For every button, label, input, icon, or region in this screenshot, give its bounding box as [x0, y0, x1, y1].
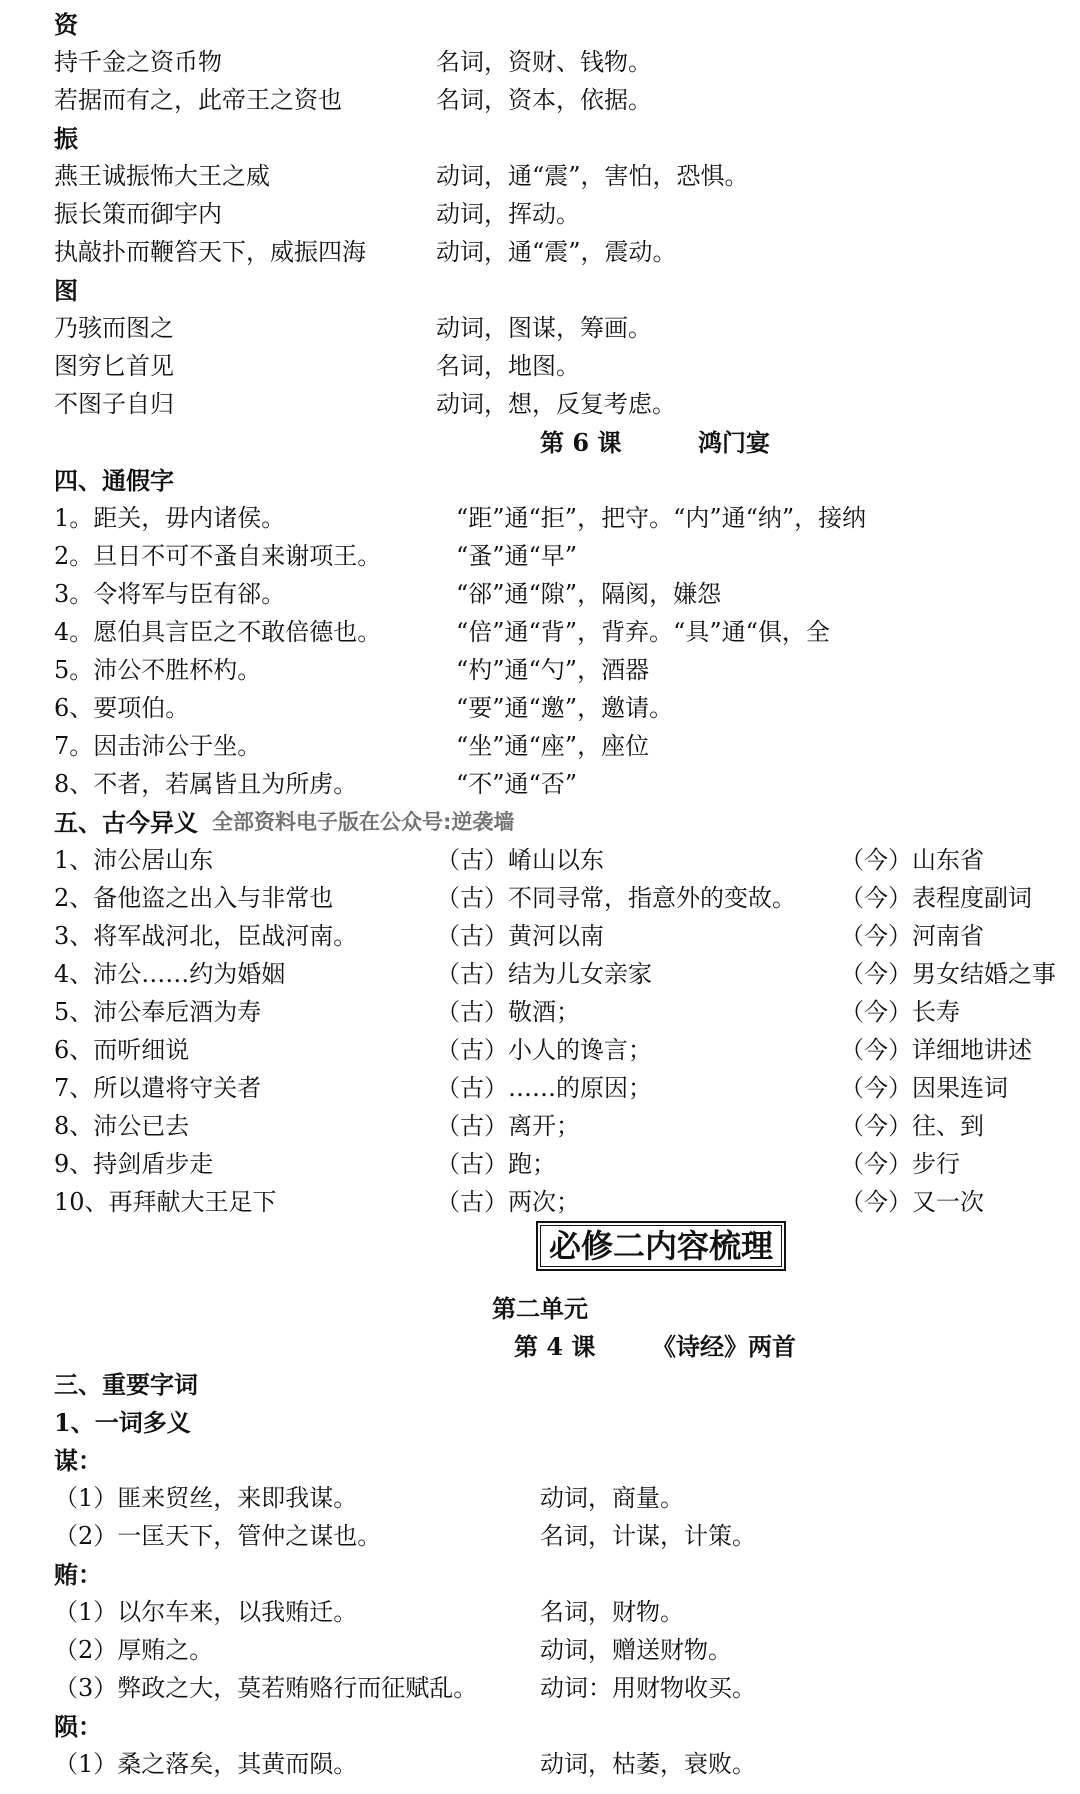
entry-row [0, 82, 1080, 119]
modern-meaning: （今）表程度副词 [840, 884, 1032, 912]
word-meaning: 名词，财物。 [540, 1598, 684, 1626]
gujin-row [0, 1184, 1080, 1221]
modern-meaning: （今）因果连词 [840, 1074, 1008, 1102]
word-meaning: 动词，挥动。 [436, 200, 580, 228]
heading-yun: 陨： [54, 1712, 102, 1741]
example-sentence: 3。令将军与臣有郤。 [54, 580, 286, 608]
tongjia-note: “杓”通“勺”，酒器 [456, 656, 650, 684]
lesson-name: 《诗经》两首 [652, 1332, 796, 1361]
tongjia-note: “郤”通“隙”，隔阂，嫌怨 [456, 580, 722, 608]
ancient-meaning: （古）离开； [436, 1112, 580, 1140]
modern-meaning: （今）长寿 [840, 998, 960, 1026]
gujin-row [0, 842, 1080, 879]
example-sentence: 3、将军战河北，臣战河南。 [54, 922, 358, 950]
lesson-number: 第 6 课 [540, 428, 622, 457]
example-sentence: 振长策而御宇内 [54, 200, 222, 228]
tongjia-row [0, 576, 1080, 613]
entry-row [0, 348, 1080, 385]
example-sentence: 不图子自归 [54, 390, 174, 418]
entry-row [0, 44, 1080, 81]
ancient-meaning: （古）……的原因； [436, 1074, 652, 1102]
word-meaning: 动词，想，反复考虑。 [436, 390, 676, 418]
heading-tu: 图 [54, 276, 78, 305]
tongjia-note: “距”通“拒”，把守。“内”通“纳”，接纳 [456, 504, 867, 532]
ancient-meaning: （古）小人的谗言； [436, 1036, 652, 1064]
example-sentence: 燕王诚振怖大王之威 [54, 162, 270, 190]
gujin-row [0, 1032, 1080, 1069]
tongjia-row [0, 614, 1080, 651]
entry-row [0, 386, 1080, 423]
tongjia-row [0, 766, 1080, 803]
lesson-name: 鸿门宴 [698, 428, 770, 457]
word-meaning: 动词，赠送财物。 [540, 1636, 732, 1664]
example-sentence: （2）一匡天下，管仲之谋也。 [54, 1522, 382, 1550]
example-sentence: 2、备他盗之出入与非常也 [54, 884, 334, 912]
tongjia-note: “坐”通“座”，座位 [456, 732, 650, 760]
gujin-row [0, 880, 1080, 917]
example-sentence: 8、不者，若属皆且为所虏。 [54, 770, 358, 798]
example-sentence: （2）厚贿之。 [54, 1636, 214, 1664]
tongjia-note: “要”通“邀”，邀请。 [456, 694, 674, 722]
section-heading-zhongyao: 三、重要字词 [54, 1370, 198, 1399]
gujin-row [0, 918, 1080, 955]
word-meaning: 动词，通“震”，震动。 [436, 238, 677, 266]
lesson-number: 第 4 课 [514, 1332, 596, 1361]
example-sentence: 5、沛公奉卮酒为寿 [54, 998, 262, 1026]
modern-meaning: （今）山东省 [840, 846, 984, 874]
example-sentence: （3）弊政之大，莫若贿赂行而征赋乱。 [54, 1674, 478, 1702]
entry-row [0, 1632, 1080, 1669]
example-sentence: 乃骇而图之 [54, 314, 174, 342]
ancient-meaning: （古）崤山以东 [436, 846, 604, 874]
gujin-row [0, 1146, 1080, 1183]
entry-row [0, 310, 1080, 347]
gujin-row [0, 994, 1080, 1031]
gujin-row [0, 1070, 1080, 1107]
entry-row [0, 196, 1080, 233]
entry-row [0, 1480, 1080, 1517]
word-meaning: 动词，商量。 [540, 1484, 684, 1512]
example-sentence: 7。因击沛公于坐。 [54, 732, 262, 760]
example-sentence: 若据而有之，此帝王之资也 [54, 86, 342, 114]
subsection-heading: 1、一词多义 [54, 1408, 191, 1437]
entry-row [0, 1670, 1080, 1707]
example-sentence: 图穷匕首见 [54, 352, 174, 380]
tongjia-note: “不”通“否” [456, 770, 578, 798]
lesson-6-title [0, 424, 1080, 461]
word-meaning: 动词，图谋，筹画。 [436, 314, 652, 342]
entry-row [0, 234, 1080, 271]
example-sentence: 6、而听细说 [54, 1036, 190, 1064]
example-sentence: 10、再拜献大王足下 [54, 1188, 277, 1216]
entry-row [0, 1518, 1080, 1555]
lesson-4-title [0, 1328, 1080, 1365]
entry-row [0, 158, 1080, 195]
ancient-meaning: （古）不同寻常，指意外的变故。 [436, 884, 796, 912]
word-meaning: 动词，通“震”，害怕，恐惧。 [436, 162, 749, 190]
unit-title: 第二单元 [492, 1294, 588, 1323]
section-heading-tongjia: 四、通假字 [54, 466, 174, 495]
tongjia-row [0, 500, 1080, 537]
heading-zi: 资 [54, 10, 78, 39]
example-sentence: 2。旦日不可不蚤自来谢项王。 [54, 542, 382, 570]
word-meaning: 名词，资财、钱物。 [436, 48, 652, 76]
ancient-meaning: （古）结为儿女亲家 [436, 960, 652, 988]
boxed-section-title: 必修二内容梳理 [536, 1221, 786, 1271]
tongjia-row [0, 690, 1080, 727]
word-meaning: 动词：用财物收买。 [540, 1674, 756, 1702]
gujin-row [0, 1108, 1080, 1145]
gujin-row [0, 956, 1080, 993]
tongjia-note: “蚤”通“早” [456, 542, 578, 570]
watermark-text: 全部资料电子版在公众号:逆袭墙 [212, 810, 515, 834]
modern-meaning: （今）往、到 [840, 1112, 984, 1140]
example-sentence: 1。距关，毋内诸侯。 [54, 504, 286, 532]
modern-meaning: （今）河南省 [840, 922, 984, 950]
example-sentence: 9、持剑盾步走 [54, 1150, 214, 1178]
entry-row [0, 1594, 1080, 1631]
tongjia-note: “倍”通“背”，背弃。“具”通“俱，全 [456, 618, 830, 646]
ancient-meaning: （古）敬酒； [436, 998, 580, 1026]
tongjia-row [0, 538, 1080, 575]
example-sentence: 5。沛公不胜杯杓。 [54, 656, 262, 684]
word-meaning: 名词，地图。 [436, 352, 580, 380]
example-sentence: （1）桑之落矣，其黄而陨。 [54, 1750, 358, 1778]
modern-meaning: （今）又一次 [840, 1188, 984, 1216]
ancient-meaning: （古）跑； [436, 1150, 556, 1178]
heading-hui: 贿： [54, 1560, 102, 1589]
heading-mou: 谋： [54, 1446, 102, 1475]
example-sentence: （1）匪来贸丝，来即我谋。 [54, 1484, 358, 1512]
example-sentence: 持千金之资币物 [54, 48, 222, 76]
ancient-meaning: （古）两次； [436, 1188, 580, 1216]
ancient-meaning: （古）黄河以南 [436, 922, 604, 950]
example-sentence: 4、沛公……约为婚姻 [54, 960, 286, 988]
entry-row [0, 1746, 1080, 1783]
modern-meaning: （今）男女结婚之事 [840, 960, 1056, 988]
word-meaning: 名词，计谋，计策。 [540, 1522, 756, 1550]
tongjia-row [0, 728, 1080, 765]
section-heading-gujin: 五、古今异义 全部资料电子版在公众号:逆袭墙 [0, 804, 1080, 841]
heading-zhen: 振 [54, 124, 78, 153]
example-sentence: 4。愿伯具言臣之不敢倍德也。 [54, 618, 382, 646]
example-sentence: 6、要项伯。 [54, 694, 190, 722]
example-sentence: 7、所以遣将守关者 [54, 1074, 262, 1102]
example-sentence: 1、沛公居山东 [54, 846, 214, 874]
word-meaning: 名词，资本，依据。 [436, 86, 652, 114]
tongjia-row [0, 652, 1080, 689]
example-sentence: （1）以尔车来，以我贿迁。 [54, 1598, 358, 1626]
example-sentence: 执敲扑而鞭笞天下，威振四海 [54, 238, 366, 266]
modern-meaning: （今）详细地讲述 [840, 1036, 1032, 1064]
word-meaning: 动词，枯萎，衰败。 [540, 1750, 756, 1778]
example-sentence: 8、沛公已去 [54, 1112, 190, 1140]
modern-meaning: （今）步行 [840, 1150, 960, 1178]
